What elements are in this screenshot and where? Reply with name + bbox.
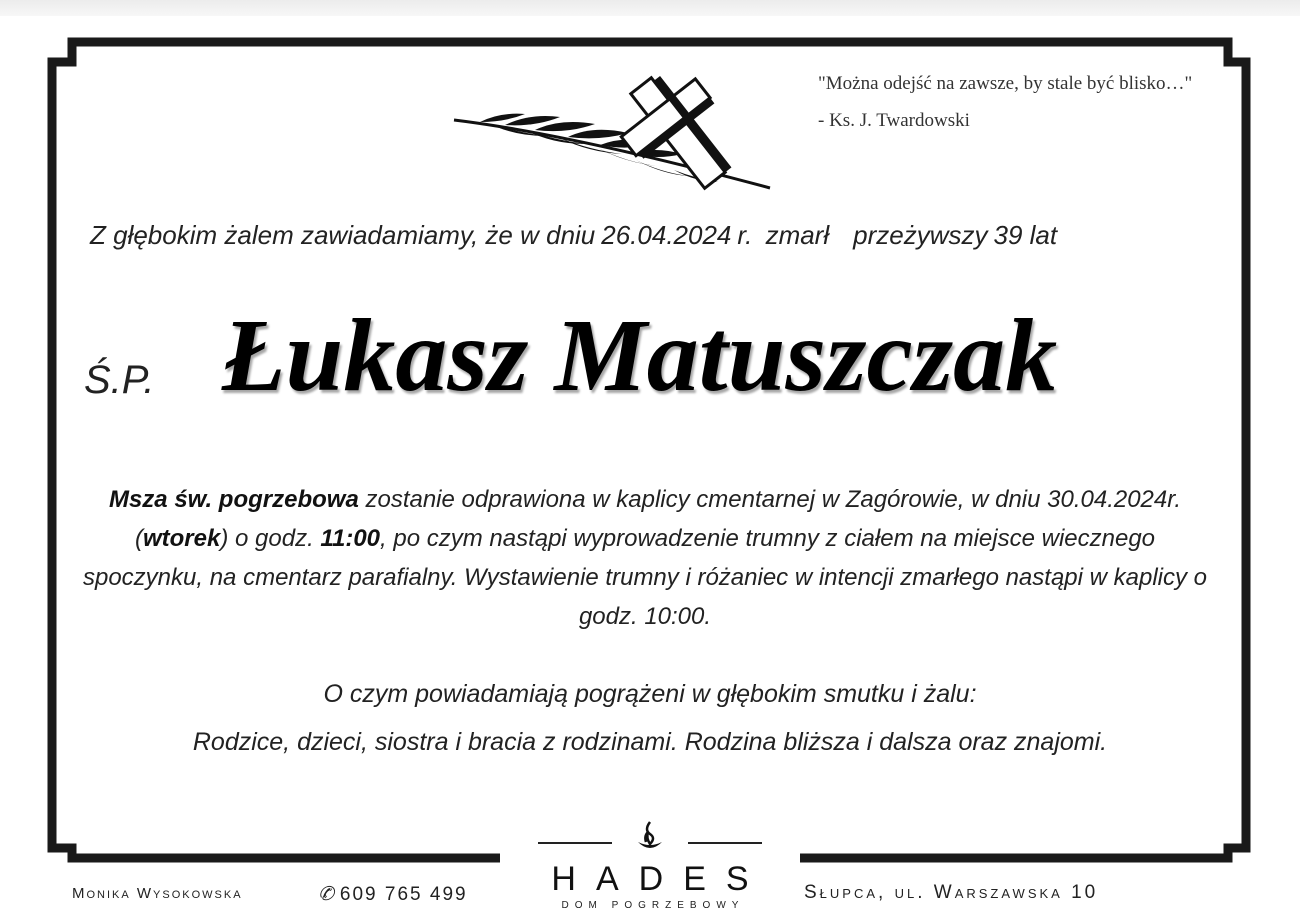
intro-prefix: Z głębokim żalem zawiadamiamy, że w dniu bbox=[90, 220, 596, 250]
phone-icon: ✆ bbox=[318, 884, 336, 905]
weekday: wtorek bbox=[142, 525, 221, 552]
family-line: Rodzice, dzieci, siostra i bracia z rodzinami. Rodzina bliższa i dalsza oraz znajomi. bbox=[192, 728, 1108, 756]
hades-logo bbox=[528, 820, 772, 912]
notify-line: O czym powiadamiają pogrążeni w głębokim smutku i żalu: bbox=[323, 680, 977, 708]
quote-text: "Można odejść na zawsze, by stale być blisko…" bbox=[818, 73, 1193, 94]
footer-address: Słupca, ul. Warszawska 10 bbox=[804, 882, 1099, 903]
logo-line-left bbox=[538, 842, 612, 844]
logo-line-right bbox=[688, 842, 762, 844]
ceremony-text-1: zostanie odprawiona w kaplicy cmentarnej w Zagórowie, w dniu 30.04.2024r. ( bbox=[134, 486, 1182, 552]
died-word: zmarł bbox=[765, 220, 830, 250]
flame-icon bbox=[632, 820, 668, 856]
ceremony-paragraph bbox=[80, 480, 1210, 636]
ceremony-text-2: ) o godz. bbox=[220, 525, 321, 552]
death-date: 26.04.2024 bbox=[601, 220, 732, 250]
date-suffix: r. bbox=[737, 220, 753, 250]
age-value: 39 lat bbox=[993, 220, 1058, 250]
cross-palm-icon bbox=[450, 64, 780, 194]
quote-author: - Ks. J. Twardowski bbox=[818, 110, 970, 131]
logo-name: HADES bbox=[551, 860, 769, 898]
footer-person: Monika Wysokowska bbox=[72, 885, 243, 902]
logo-subtitle: DOM POGRZEBOWY bbox=[561, 900, 745, 911]
age-prefix: przeżywszy bbox=[853, 220, 988, 250]
deceased-name: Łukasz Matuszczak bbox=[222, 298, 1058, 413]
footer-phone bbox=[318, 883, 468, 906]
mass-label: Msza św. pogrzebowa bbox=[108, 486, 359, 513]
honorific-label: Ś.P. bbox=[84, 358, 155, 402]
ceremony-text-3: , po czym nastąpi wyprowadzenie trumny z ciałem na miejsce wiecznego spoczynku, na cmentarz parafialny. Wystawienie trumny i różaniec w intencji zmarłego nastąpi w kaplicy o godz. 10:00. bbox=[82, 525, 1208, 630]
phone-number: 609 765 499 bbox=[339, 884, 468, 905]
quote-box bbox=[818, 70, 1218, 134]
mass-time: 11:00 bbox=[320, 525, 381, 552]
intro-line bbox=[90, 220, 1063, 251]
